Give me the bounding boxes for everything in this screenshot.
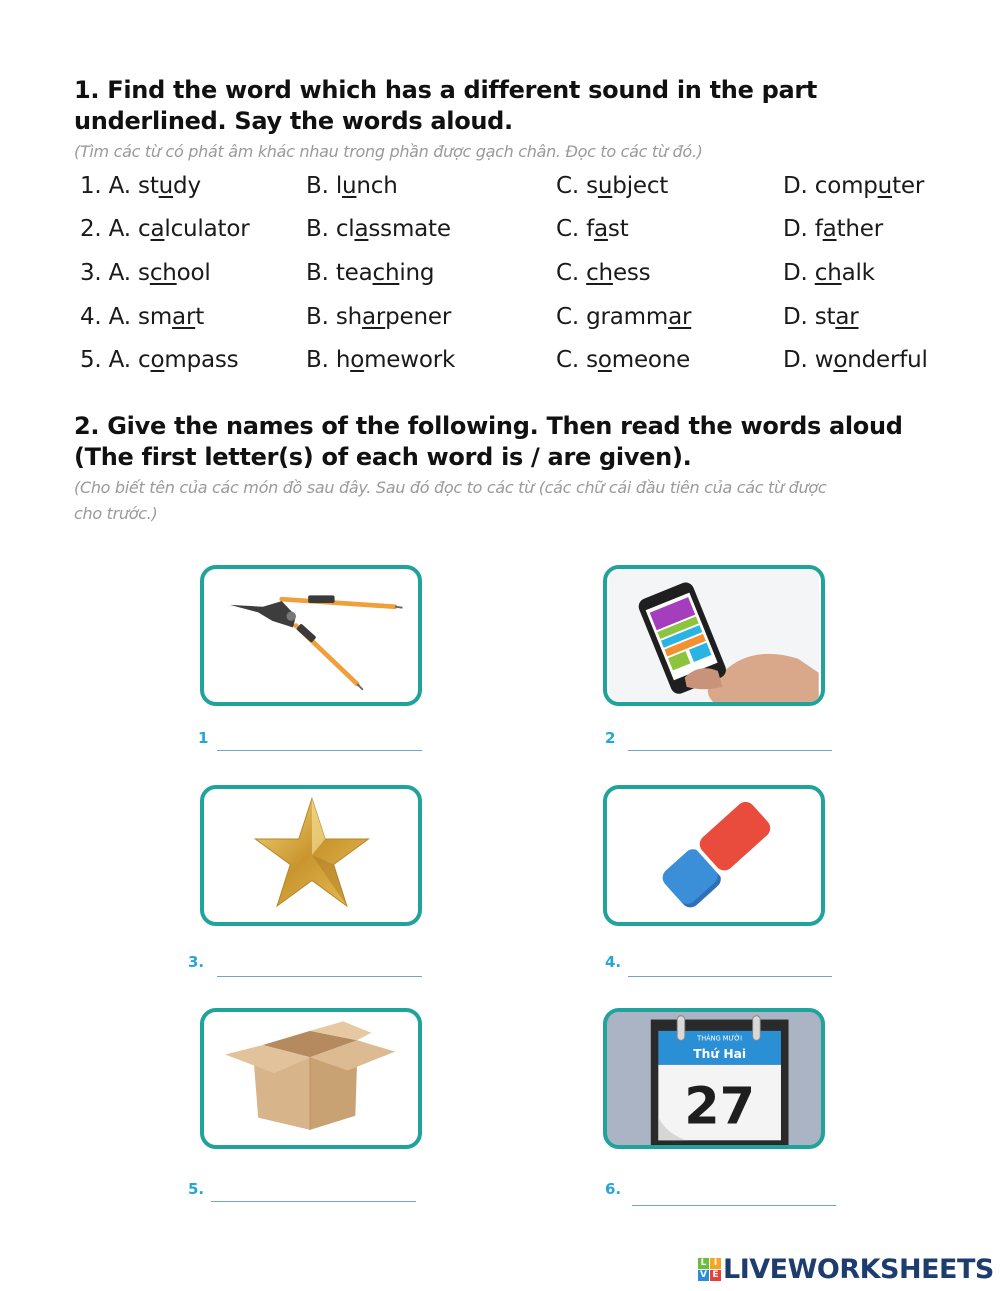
question-row <box>0 345 1000 375</box>
logo-tile-l: L <box>698 1258 709 1269</box>
logo-tiles-icon <box>698 1258 721 1281</box>
underlined-part: ch <box>814 260 842 286</box>
eraser-image <box>603 785 825 926</box>
word-suffix: nch <box>356 173 398 199</box>
compass-icon <box>204 569 418 702</box>
word-suffix: pener <box>385 304 452 330</box>
question-number: 5. <box>80 347 102 373</box>
word-suffix: t <box>195 304 205 330</box>
option-b[interactable] <box>306 302 451 332</box>
logo-tile-e: E <box>710 1270 721 1281</box>
option-letter: B. <box>306 260 329 286</box>
logo-tile-i: I <box>710 1258 721 1269</box>
word-prefix: cl <box>335 216 355 242</box>
item-label-6: 6. <box>605 1180 622 1198</box>
word-prefix: st <box>138 173 159 199</box>
option-letter: B. <box>306 173 329 199</box>
underlined-part: u <box>158 173 174 199</box>
word-prefix: st <box>814 304 836 330</box>
word-prefix: f <box>586 216 595 242</box>
word-suffix: alk <box>841 260 875 286</box>
smartphone-image <box>603 565 825 706</box>
underlined-part: ar <box>835 304 859 330</box>
option-c[interactable] <box>556 171 668 201</box>
item-label-1: 1 <box>198 729 209 747</box>
word-suffix: mework <box>364 347 456 373</box>
option-b[interactable] <box>306 214 451 244</box>
gold-star-image <box>200 785 422 926</box>
logo-text: LIVEWORKSHEETS <box>723 1253 994 1285</box>
option-letter: B. <box>306 347 329 373</box>
underlined-part: a <box>594 216 608 242</box>
question-number: 3. <box>80 260 102 286</box>
word-suffix: ool <box>176 260 211 286</box>
answer-input-1[interactable] <box>217 731 422 751</box>
option-c[interactable] <box>556 345 690 375</box>
calendar-image <box>603 1008 825 1149</box>
option-letter: C. <box>556 260 579 286</box>
word-suffix: nderful <box>847 347 928 373</box>
word-prefix: s <box>586 347 598 373</box>
option-letter: A. <box>108 260 131 286</box>
item-label-3: 3. <box>188 953 205 971</box>
word-prefix: s <box>586 173 598 199</box>
underlined-part: ch <box>586 260 613 286</box>
option-letter: A. <box>108 216 131 242</box>
question-row <box>0 171 1000 201</box>
underlined-part: ch <box>149 260 177 286</box>
word-prefix: w <box>814 347 834 373</box>
option-c[interactable] <box>556 258 650 288</box>
cardboard-box-image <box>200 1008 422 1149</box>
option-a[interactable] <box>80 302 204 332</box>
option-letter: D. <box>783 216 808 242</box>
word-suffix: ther <box>836 216 883 242</box>
calendar-icon <box>607 1012 821 1145</box>
word-suffix: st <box>607 216 629 242</box>
word-suffix: ing <box>399 260 435 286</box>
question-number: 4. <box>80 304 102 330</box>
underlined-part: a <box>150 216 165 242</box>
option-letter: A. <box>108 347 131 373</box>
option-d[interactable] <box>783 302 859 332</box>
option-letter: D. <box>783 304 808 330</box>
underlined-part: u <box>877 173 893 199</box>
option-a[interactable] <box>80 171 201 201</box>
underlined-part: ar <box>362 304 386 330</box>
word-prefix: sm <box>138 304 173 330</box>
option-a[interactable] <box>80 258 211 288</box>
underlined-part: u <box>597 173 613 199</box>
word-prefix: l <box>335 173 343 199</box>
underlined-part: o <box>833 347 848 373</box>
word-suffix: lculator <box>164 216 250 242</box>
calendar-weekday: Thứ Hai <box>693 1047 747 1062</box>
item-label-5: 5. <box>188 1180 205 1198</box>
compass-image <box>200 565 422 706</box>
option-letter: C. <box>556 347 579 373</box>
option-d[interactable] <box>783 214 883 244</box>
word-suffix: ssmate <box>368 216 451 242</box>
answer-input-3[interactable] <box>217 957 422 977</box>
underlined-part: a <box>822 216 837 242</box>
underlined-part: u <box>342 173 357 199</box>
question-row <box>0 302 1000 332</box>
option-letter: A. <box>108 304 131 330</box>
underlined-part: ar <box>668 304 692 330</box>
word-suffix: dy <box>173 173 201 199</box>
option-d[interactable] <box>783 258 875 288</box>
option-letter: B. <box>306 216 329 242</box>
word-prefix: sh <box>335 304 362 330</box>
word-prefix: h <box>335 347 351 373</box>
exercise2-translation-line1: (Cho biết tên của các món đồ sau đây. Sau đó đọc to các từ (các chữ cái đầu tiên của các từ được <box>74 478 827 497</box>
option-letter: D. <box>783 260 808 286</box>
word-prefix: c <box>138 347 151 373</box>
smartphone-icon <box>607 569 821 702</box>
question-row <box>0 258 1000 288</box>
answer-input-2[interactable] <box>628 731 832 751</box>
answer-input-4[interactable] <box>628 957 832 977</box>
underlined-part: a <box>354 216 369 242</box>
calendar-month: THÁNG MƯỜI <box>697 1034 743 1043</box>
question-number: 1. <box>80 173 102 199</box>
word-prefix: comp <box>814 173 878 199</box>
option-letter: C. <box>556 173 579 199</box>
option-b[interactable] <box>306 171 398 201</box>
word-prefix: c <box>138 216 151 242</box>
star-icon <box>204 789 418 922</box>
option-letter: D. <box>783 347 808 373</box>
option-letter: D. <box>783 173 808 199</box>
question-row <box>0 214 1000 244</box>
option-b[interactable] <box>306 345 455 375</box>
item-label-4: 4. <box>605 953 622 971</box>
word-prefix: f <box>814 216 823 242</box>
option-letter: C. <box>556 304 579 330</box>
logo-tile-v: V <box>698 1270 709 1281</box>
word-prefix: s <box>138 260 150 286</box>
liveworksheets-logo[interactable] <box>698 1253 994 1285</box>
box-icon <box>204 1012 418 1145</box>
word-suffix: mpass <box>164 347 239 373</box>
word-suffix: ter <box>892 173 925 199</box>
question-number: 2. <box>80 216 102 242</box>
word-prefix: tea <box>335 260 373 286</box>
item-label-2: 2 <box>605 729 616 747</box>
option-a[interactable] <box>80 214 249 244</box>
option-d[interactable] <box>783 171 924 201</box>
word-suffix: bject <box>612 173 669 199</box>
option-letter: C. <box>556 216 579 242</box>
eraser-icon <box>607 789 821 922</box>
exercise1-title-line2: underlined. Say the words aloud. <box>74 107 513 135</box>
underlined-part: o <box>150 347 165 373</box>
option-c[interactable] <box>556 302 691 332</box>
underlined-part: o <box>597 347 612 373</box>
underlined-part: ar <box>172 304 196 330</box>
option-letter: A. <box>108 173 131 199</box>
exercise2-translation-line2: cho trước.) <box>74 504 158 523</box>
word-suffix: ess <box>612 260 651 286</box>
option-a[interactable] <box>80 345 238 375</box>
answer-input-6[interactable] <box>632 1186 836 1206</box>
option-b[interactable] <box>306 258 434 288</box>
calendar-day: 27 <box>684 1077 756 1137</box>
exercise2-title-line1: 2. Give the names of the following. Then read the words aloud <box>74 412 903 440</box>
answer-input-5[interactable] <box>211 1182 416 1202</box>
exercise1-translation: (Tìm các từ có phát âm khác nhau trong phần được gạch chân. Đọc to các từ đó.) <box>74 142 703 161</box>
underlined-part: ch <box>372 260 400 286</box>
word-suffix: meone <box>611 347 691 373</box>
exercise1-title-line1: 1. Find the word which has a different sound in the part <box>74 76 818 104</box>
option-letter: B. <box>306 304 329 330</box>
option-c[interactable] <box>556 214 629 244</box>
word-prefix: gramm <box>586 304 669 330</box>
exercise2-title-line2: (The first letter(s) of each word is / are given). <box>74 443 692 471</box>
option-d[interactable] <box>783 345 928 375</box>
underlined-part: o <box>350 347 365 373</box>
